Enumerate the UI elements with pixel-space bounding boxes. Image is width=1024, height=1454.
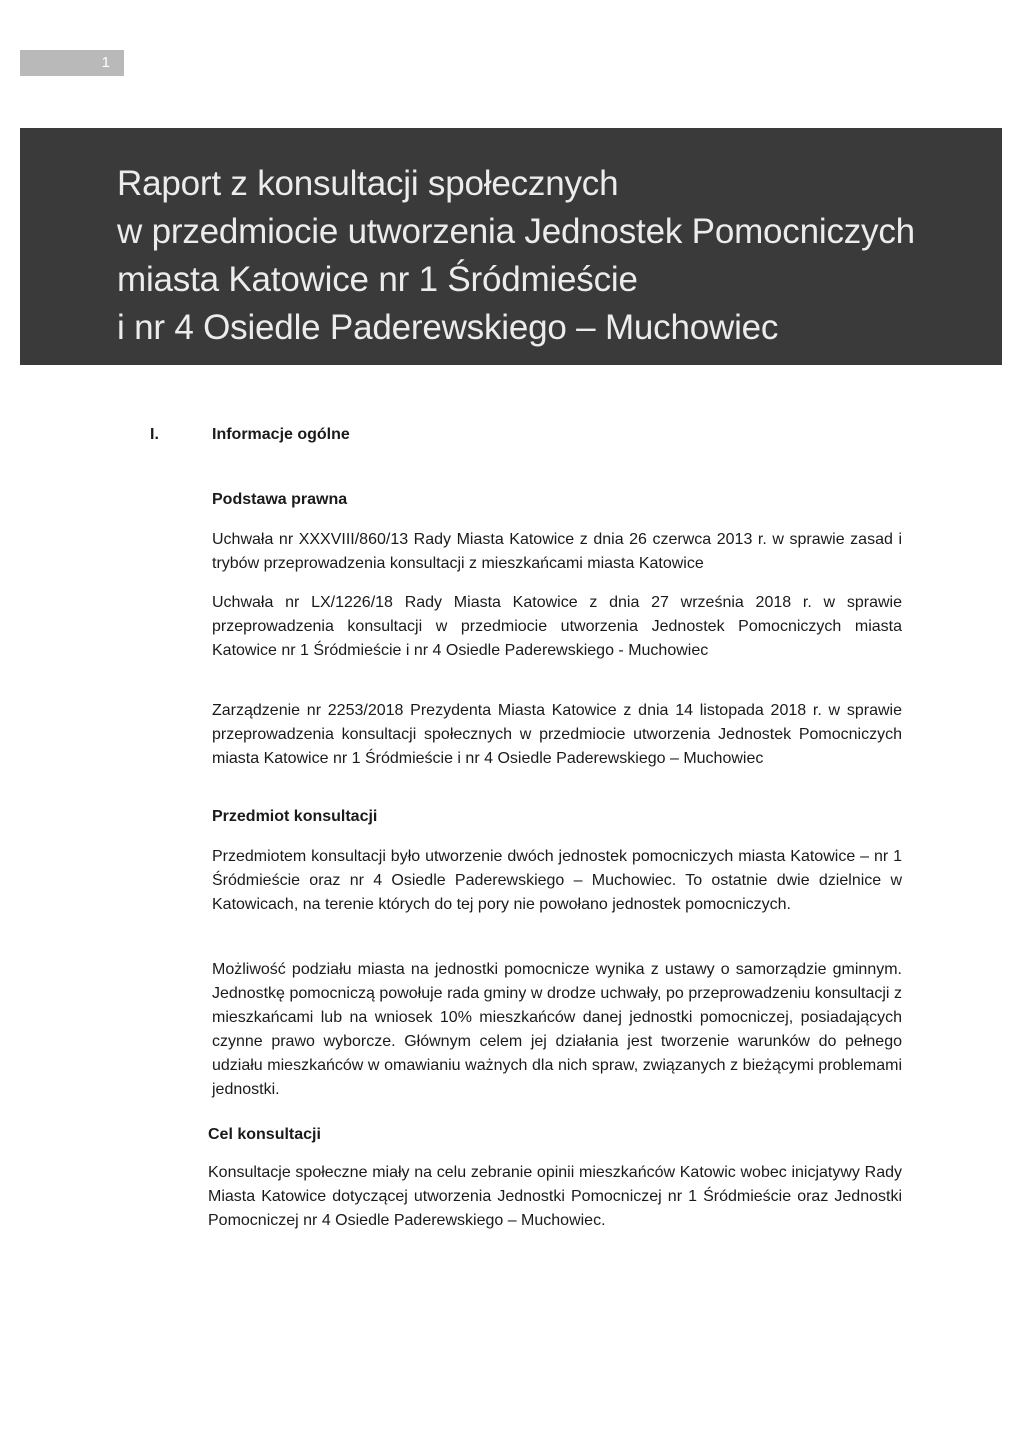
goal-heading: Cel konsultacji [208, 1126, 321, 1143]
title-line-4: i nr 4 Osiedle Paderewskiego – Muchowiec [117, 308, 779, 347]
subject-paragraph-2: Możliwość podziału miasta na jednostki pomocnicze wynika z ustawy o samorządzie gminnym. Jednostkę pomocniczą powołuje rada gminy w drodze uchwały, po przeprowadzeniu konsultacji z mieszkańcami lub na wniosek 10% mieszkańców danej jednostki pomocniczej, posiadających czynne prawo wyborcze. Głównym celem jej działania jest tworzenie warunków do pełnego udziału mieszkańców w omawianiu ważnych dla nich spraw, związanych z bieżącymi problemami jednostki. [212, 961, 902, 1098]
legal-basis-paragraph-3: Zarządzenie nr 2253/2018 Prezydenta Miasta Katowice z dnia 14 listopada 2018 r. w sprawie przeprowadzenia konsultacji społecznych w przedmiocie utworzenia Jednostek Pomocniczych miasta Katowice nr 1 Śródmieście i nr 4 Osiedle Paderewskiego – Muchowiec [212, 702, 902, 767]
section-number: I. [150, 426, 159, 443]
section-heading [150, 426, 350, 444]
page-number-box [20, 50, 124, 76]
title-line-3: miasta Katowice nr 1 Śródmieście [117, 260, 638, 299]
title-line-1: Raport z konsultacji społecznych [117, 164, 619, 203]
section-title: Informacje ogólne [212, 426, 350, 443]
page-number: 1 [101, 54, 110, 71]
legal-basis-paragraph-2: Uchwała nr LX/1226/18 Rady Miasta Katowice z dnia 27 września 2018 r. w sprawie przeprowadzenia konsultacji w przedmiocie utworzenia Jednostek Pomocniczych miasta Katowice nr 1 Śródmieście i nr 4 Osiedle Paderewskiego - Muchowiec [212, 594, 902, 659]
title-banner [20, 128, 1002, 365]
legal-basis-heading: Podstawa prawna [212, 491, 348, 508]
title-line-2: w przedmiocie utworzenia Jednostek Pomocniczych [117, 212, 915, 251]
subject-paragraph-1: Przedmiotem konsultacji było utworzenie dwóch jednostek pomocniczych miasta Katowice – nr 1 Śródmieście oraz nr 4 Osiedle Paderewskiego – Muchowiec. To ostatnie dwie dzielnice w Katowicach, na terenie których do tej pory nie powołano jednostek pomocniczych. [212, 848, 902, 913]
subject-heading: Przedmiot konsultacji [212, 808, 378, 825]
goal-paragraph-1: Konsultacje społeczne miały na celu zebranie opinii mieszkańców Katowic wobec inicjatywy Rady Miasta Katowice dotyczącej utworzenia Jednostki Pomocniczej nr 1 Śródmieście oraz Jednostki Pomocniczej nr 4 Osiedle Paderewskiego – Muchowiec. [208, 1164, 902, 1229]
legal-basis-paragraph-1: Uchwała nr XXXVIII/860/13 Rady Miasta Katowice z dnia 26 czerwca 2013 r. w sprawie zasad i trybów przeprowadzenia konsultacji z mieszkańcami miasta Katowice [212, 531, 902, 572]
